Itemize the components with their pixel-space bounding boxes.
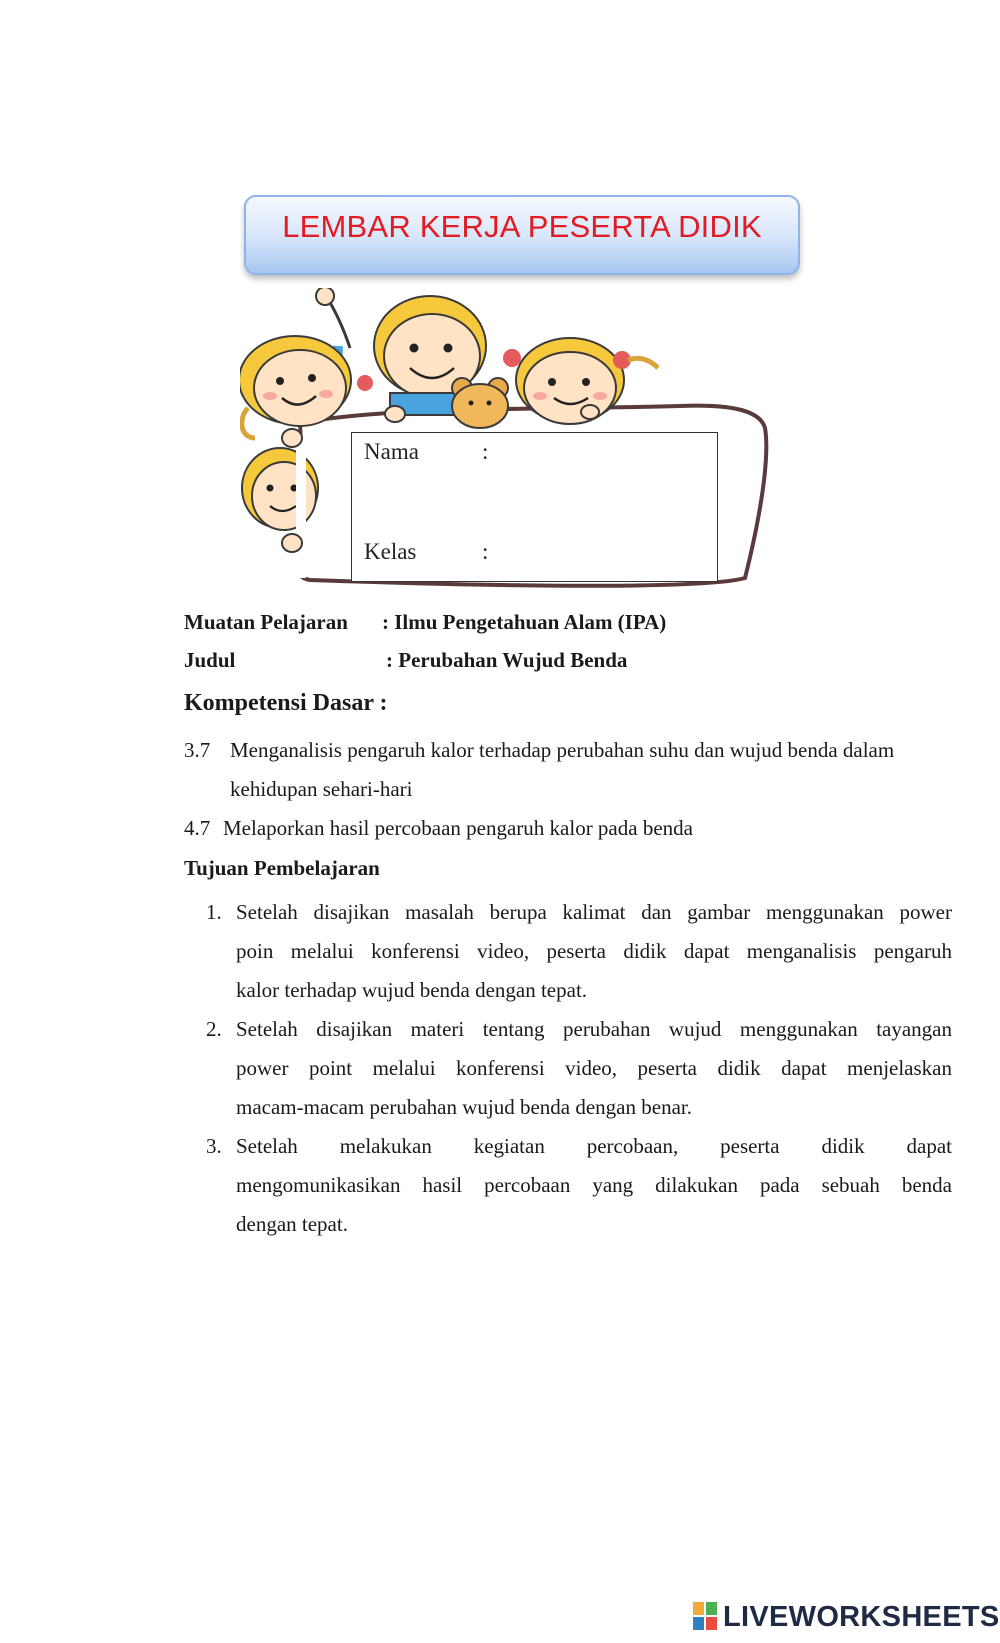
class-row [364,539,488,565]
objective-num-3: 3. [206,1134,222,1158]
objective-2-line-3: macam-macam perubahan wujud benda dengan benar. [236,1095,692,1119]
name-label: Nama [364,439,419,464]
objective-2-line-1: Setelah disajikan materi tentang perubahan wujud menggunakan tayangan [236,1017,952,1041]
liveworksheets-logo-icon [693,1602,719,1632]
subject-value: : Ilmu Pengetahuan Alam (IPA) [382,610,667,634]
subject-label: Muatan Pelajaran [184,610,348,634]
competency-num-2: 4.7 [184,816,211,840]
objectives-heading: Tujuan Pembelajaran [184,856,380,880]
objective-num-1: 1. [206,900,222,924]
name-row [364,439,488,465]
objective-3-line-3: dengan tepat. [236,1212,348,1236]
topic-row [184,648,627,673]
subject-row [184,610,666,635]
objective-3-line-2: mengomunikasikan hasil percobaan yang dilakukan pada sebuah benda [236,1173,952,1197]
competency-text-1b: kehidupan sehari-hari [230,777,413,801]
liveworksheets-logo[interactable] [693,1600,1000,1634]
objective-2-line-2: power point melalui konferensi video, peserta didik dapat menjelaskan [236,1056,952,1080]
objective-num-2: 2. [206,1017,222,1041]
objective-1-line-1: Setelah disajikan masalah berupa kalimat dan gambar menggunakan power [236,900,952,924]
teddy-bear [452,378,508,428]
identity-box [351,432,718,582]
objective-1-line-2: poin melalui konferensi video, peserta didik dapat menganalisis pengaruh [236,939,952,963]
liveworksheets-logo-text: LIVEWORKSHEETS [723,1600,1000,1633]
title-banner [244,195,800,275]
competency-text-2: Melaporkan hasil percobaan pengaruh kalor pada benda [223,816,693,840]
competency-num-1: 3.7 [184,738,211,762]
class-label: Kelas [364,539,417,564]
class-separator: : [482,539,489,564]
competency-heading: Kompetensi Dasar : [184,690,388,716]
topic-value: : Perubahan Wujud Benda [386,648,628,672]
objective-3-line-1: Setelah melakukan kegiatan percobaan, peserta didik dapat [236,1134,952,1158]
topic-label: Judul [184,648,236,672]
competency-text-1a: Menganalisis pengaruh kalor terhadap perubahan suhu dan wujud benda dalam [230,738,895,762]
page-title: LEMBAR KERJA PESERTA DIDIK [282,209,762,244]
objective-1-line-3: kalor terhadap wujud benda dengan tepat. [236,978,588,1002]
name-separator: : [482,439,489,464]
